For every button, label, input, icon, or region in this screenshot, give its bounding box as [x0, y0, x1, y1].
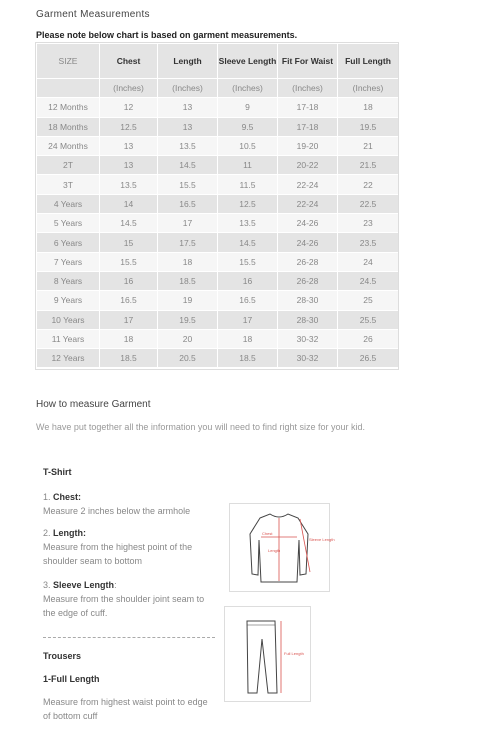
table-cell: 14 — [100, 194, 158, 213]
table-cell: 16.5 — [100, 291, 158, 310]
table-cell: 23.5 — [338, 233, 399, 252]
table-cell: 28-30 — [278, 310, 338, 329]
table-cell: 5 Years — [37, 214, 100, 233]
unit-cell: (Inches) — [218, 79, 278, 98]
table-cell: 18 — [158, 252, 218, 271]
sleeve-diagram-label: Sleeve Length — [309, 537, 335, 542]
table-cell: 22 — [338, 175, 399, 194]
table-cell: 16.5 — [218, 291, 278, 310]
table-cell: 2T — [37, 156, 100, 175]
table-cell: 10 Years — [37, 310, 100, 329]
table-cell: 19.5 — [338, 117, 399, 136]
unit-cell: (Inches) — [100, 79, 158, 98]
table-cell: 18 — [100, 329, 158, 348]
table-cell: 21.5 — [338, 156, 399, 175]
table-cell: 22-24 — [278, 175, 338, 194]
table-cell: 30-32 — [278, 349, 338, 368]
table-cell: 22-24 — [278, 194, 338, 213]
table-border — [35, 42, 399, 370]
table-cell: 13 — [100, 156, 158, 175]
tshirt-item-chest — [43, 490, 218, 518]
table-cell: 15.5 — [100, 252, 158, 271]
item-label-suffix: : — [114, 580, 117, 590]
unit-cell: (Inches) — [158, 79, 218, 98]
item-description: Measure 2 inches below the armhole — [43, 506, 191, 516]
item-label: Sleeve Length — [53, 580, 115, 590]
table-cell: 4 Years — [37, 194, 100, 213]
table-cell: 12 Years — [37, 349, 100, 368]
table-cell: 15.5 — [158, 175, 218, 194]
table-cell: 11 — [218, 156, 278, 175]
table-cell: 20.5 — [158, 349, 218, 368]
table-cell: 13 — [158, 117, 218, 136]
table-cell: 17 — [218, 310, 278, 329]
table-cell: 16.5 — [158, 194, 218, 213]
table-cell: 17.5 — [158, 233, 218, 252]
table-cell: 18 Months — [37, 117, 100, 136]
how-to-intro: We have put together all the information you will need to find right size for your kid. — [36, 422, 366, 432]
unit-cell: (Inches) — [278, 79, 338, 98]
trousers-item-label: 1-Full Length — [43, 674, 100, 684]
table-cell: 13 — [100, 136, 158, 155]
table-cell: 14.5 — [158, 156, 218, 175]
trousers-icon — [225, 607, 310, 701]
table-cell: 20 — [158, 329, 218, 348]
table-cell: 11.5 — [218, 175, 278, 194]
table-cell: 9 — [218, 98, 278, 117]
table-cell: 17-18 — [278, 98, 338, 117]
table-cell: 26-28 — [278, 271, 338, 290]
table-cell: 22.5 — [338, 194, 399, 213]
table-cell: 17 — [158, 214, 218, 233]
table-cell: 18 — [218, 329, 278, 348]
tshirt-item-length — [43, 526, 218, 568]
item-number: 3. — [43, 580, 51, 590]
table-cell: 19-20 — [278, 136, 338, 155]
section-title: Garment Measurements — [36, 9, 150, 20]
table-cell: 17-18 — [278, 117, 338, 136]
header-cell: Sleeve Length — [218, 44, 278, 79]
table-cell: 15 — [100, 233, 158, 252]
table-cell: 18 — [338, 98, 399, 117]
header-cell: Fit For Waist — [278, 44, 338, 79]
table-cell: 17 — [100, 310, 158, 329]
trousers-diagram — [224, 606, 311, 702]
table-cell: 13 — [158, 98, 218, 117]
table-cell: 26 — [338, 329, 399, 348]
tshirt-title: T-Shirt — [43, 467, 72, 477]
item-number: 1. — [43, 492, 51, 502]
table-cell: 24 — [338, 252, 399, 271]
header-cell: SIZE — [37, 44, 100, 79]
tshirt-diagram — [229, 503, 335, 592]
length-diagram-label: Length — [268, 548, 281, 553]
table-cell: 12 Months — [37, 98, 100, 117]
header-cell: Chest — [100, 44, 158, 79]
table-cell: 26.5 — [338, 349, 399, 368]
item-description: Measure from the highest point of the shoulder seam to bottom — [43, 542, 193, 566]
table-cell: 20-22 — [278, 156, 338, 175]
how-to-title: How to measure Garment — [36, 399, 151, 410]
tshirt-icon — [230, 504, 335, 591]
table-cell: 21 — [338, 136, 399, 155]
table-cell: 23 — [338, 214, 399, 233]
trousers-title: Trousers — [43, 651, 82, 661]
table-cell: 28-30 — [278, 291, 338, 310]
table-cell: 30-32 — [278, 329, 338, 348]
table-cell: 18.5 — [100, 349, 158, 368]
table-cell: 15.5 — [218, 252, 278, 271]
table-cell: 18.5 — [158, 271, 218, 290]
table-cell: 19.5 — [158, 310, 218, 329]
table-cell: 24-26 — [278, 233, 338, 252]
table-cell: 8 Years — [37, 271, 100, 290]
table-cell: 24-26 — [278, 214, 338, 233]
unit-cell: (Inches) — [338, 79, 399, 98]
table-cell: 9 Years — [37, 291, 100, 310]
table-cell: 16 — [218, 271, 278, 290]
table-cell: 13.5 — [100, 175, 158, 194]
table-cell: 12 — [100, 98, 158, 117]
table-cell: 7 Years — [37, 252, 100, 271]
table-cell: 19 — [158, 291, 218, 310]
table-cell: 12.5 — [218, 194, 278, 213]
item-number: 2. — [43, 528, 51, 538]
tshirt-item-sleeve — [43, 578, 218, 620]
chart-note: Please note below chart is based on garment measurements. — [36, 30, 298, 40]
table-cell: 12.5 — [100, 117, 158, 136]
table-cell: 14.5 — [100, 214, 158, 233]
table-cell: 6 Years — [37, 233, 100, 252]
table-cell: 26-28 — [278, 252, 338, 271]
table-cell: 10.5 — [218, 136, 278, 155]
table-cell: 13.5 — [218, 214, 278, 233]
table-cell: 18.5 — [218, 349, 278, 368]
section-divider — [43, 637, 215, 638]
table-cell: 9.5 — [218, 117, 278, 136]
table-cell: 13.5 — [158, 136, 218, 155]
table-cell: 25.5 — [338, 310, 399, 329]
table-cell: 3T — [37, 175, 100, 194]
trousers-item-description: Measure from highest waist point to edge of bottom cuff — [43, 697, 208, 721]
header-cell: Full Length — [338, 44, 399, 79]
item-description: Measure from the shoulder joint seam to the edge of cuff. — [43, 594, 205, 618]
full-length-diagram-label: Full Length — [284, 651, 304, 656]
item-label: Length: — [53, 528, 87, 538]
table-cell: 25 — [338, 291, 399, 310]
table-cell: 24.5 — [338, 271, 399, 290]
item-label: Chest: — [53, 492, 82, 502]
table-cell: 14.5 — [218, 233, 278, 252]
table-cell: 11 Years — [37, 329, 100, 348]
table-cell: 24 Months — [37, 136, 100, 155]
header-cell: Length — [158, 44, 218, 79]
table-cell: 16 — [100, 271, 158, 290]
chest-diagram-label: Chest — [262, 531, 273, 536]
